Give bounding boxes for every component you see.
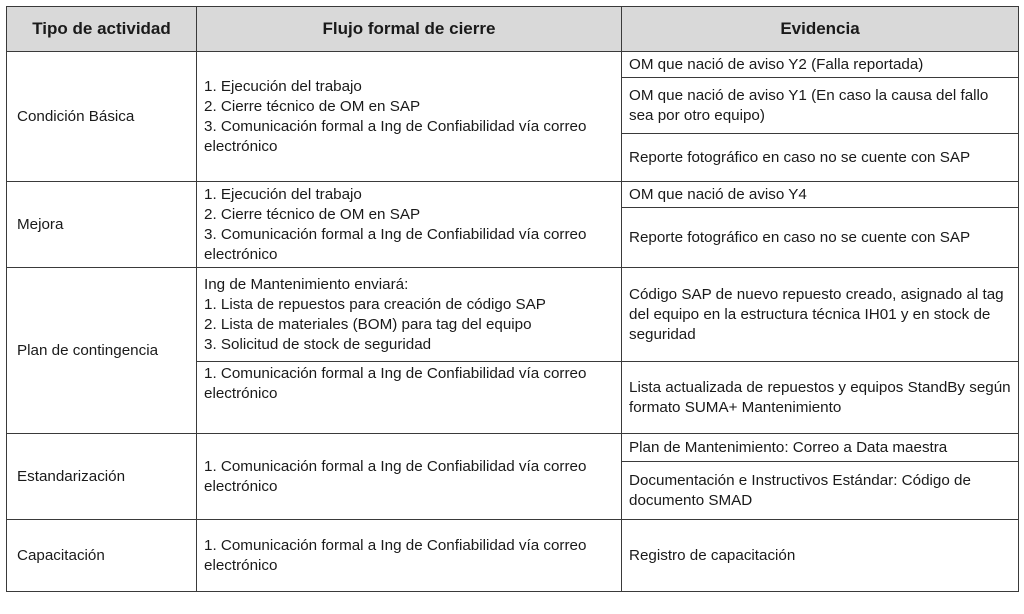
evidence-cell: Documentación e Instructivos Estándar: Código de documento SMAD (622, 462, 1019, 520)
activity-type-cell: Estandarización (7, 434, 197, 520)
evidence-cell: OM que nació de aviso Y1 (En caso la causa del fallo sea por otro equipo) (622, 78, 1019, 134)
activity-type-cell: Capacitación (7, 520, 197, 592)
evidence-cell: Lista actualizada de repuestos y equipos StandBy según formato SUMA+ Mantenimiento (622, 362, 1019, 434)
evidence-cell: Código SAP de nuevo repuesto creado, asignado al tag del equipo en la estructura técnica IH01 y en stock de seguridad (622, 268, 1019, 362)
table-row (7, 520, 1019, 592)
table-row (7, 434, 1019, 462)
flow-step: 2. Lista de materiales (BOM) para tag del equipo (204, 315, 532, 333)
flow-step: 3. Comunicación formal a Ing de Confiabilidad vía correo electrónico (204, 117, 587, 155)
evidence-cell: OM que nació de aviso Y2 (Falla reportada) (622, 52, 1019, 78)
flow-step: 1. Ejecución del trabajo (204, 77, 362, 95)
activity-type-cell: Condición Básica (7, 52, 197, 182)
evidence-cell: Plan de Mantenimiento: Correo a Data maestra (622, 434, 1019, 462)
flow-step: 1. Lista de repuestos para creación de código SAP (204, 295, 546, 313)
flow-step: 2. Cierre técnico de OM en SAP (204, 205, 421, 223)
flow-step: 3. Comunicación formal a Ing de Confiabilidad vía correo electrónico (204, 225, 587, 263)
closure-flow-cell: 1. Comunicación formal a Ing de Confiabilidad vía correo electrónico (197, 434, 622, 520)
header-evidence: Evidencia (622, 7, 1019, 52)
flow-step: 2. Cierre técnico de OM en SAP (204, 97, 421, 115)
evidence-cell: Reporte fotográfico en caso no se cuente con SAP (622, 134, 1019, 182)
flow-intro: Ing de Mantenimiento enviará: (204, 275, 409, 293)
evidence-cell: Reporte fotográfico en caso no se cuente con SAP (622, 208, 1019, 268)
evidence-cell: OM que nació de aviso Y4 (622, 182, 1019, 208)
closure-flow-cell (197, 182, 622, 268)
closure-flow-cell: 1. Comunicación formal a Ing de Confiabilidad vía correo electrónico (197, 520, 622, 592)
table-row (7, 268, 1019, 362)
flow-step: 3. Solicitud de stock de seguridad (204, 335, 432, 353)
table-row (7, 182, 1019, 208)
closure-flow-cell (197, 268, 622, 362)
evidence-cell: Registro de capacitación (622, 520, 1019, 592)
header-closure-flow: Flujo formal de cierre (197, 7, 622, 52)
table-row (7, 52, 1019, 78)
closure-flow-cell (197, 52, 622, 182)
closure-flow-cell: 1. Comunicación formal a Ing de Confiabilidad vía correo electrónico (197, 362, 622, 434)
activity-type-cell: Plan de contingencia (7, 268, 197, 434)
closure-flow-table (6, 6, 1019, 592)
activity-type-cell: Mejora (7, 182, 197, 268)
flow-step: 1. Ejecución del trabajo (204, 185, 362, 203)
header-activity-type: Tipo de actividad (7, 7, 197, 52)
table-header-row (7, 7, 1019, 52)
